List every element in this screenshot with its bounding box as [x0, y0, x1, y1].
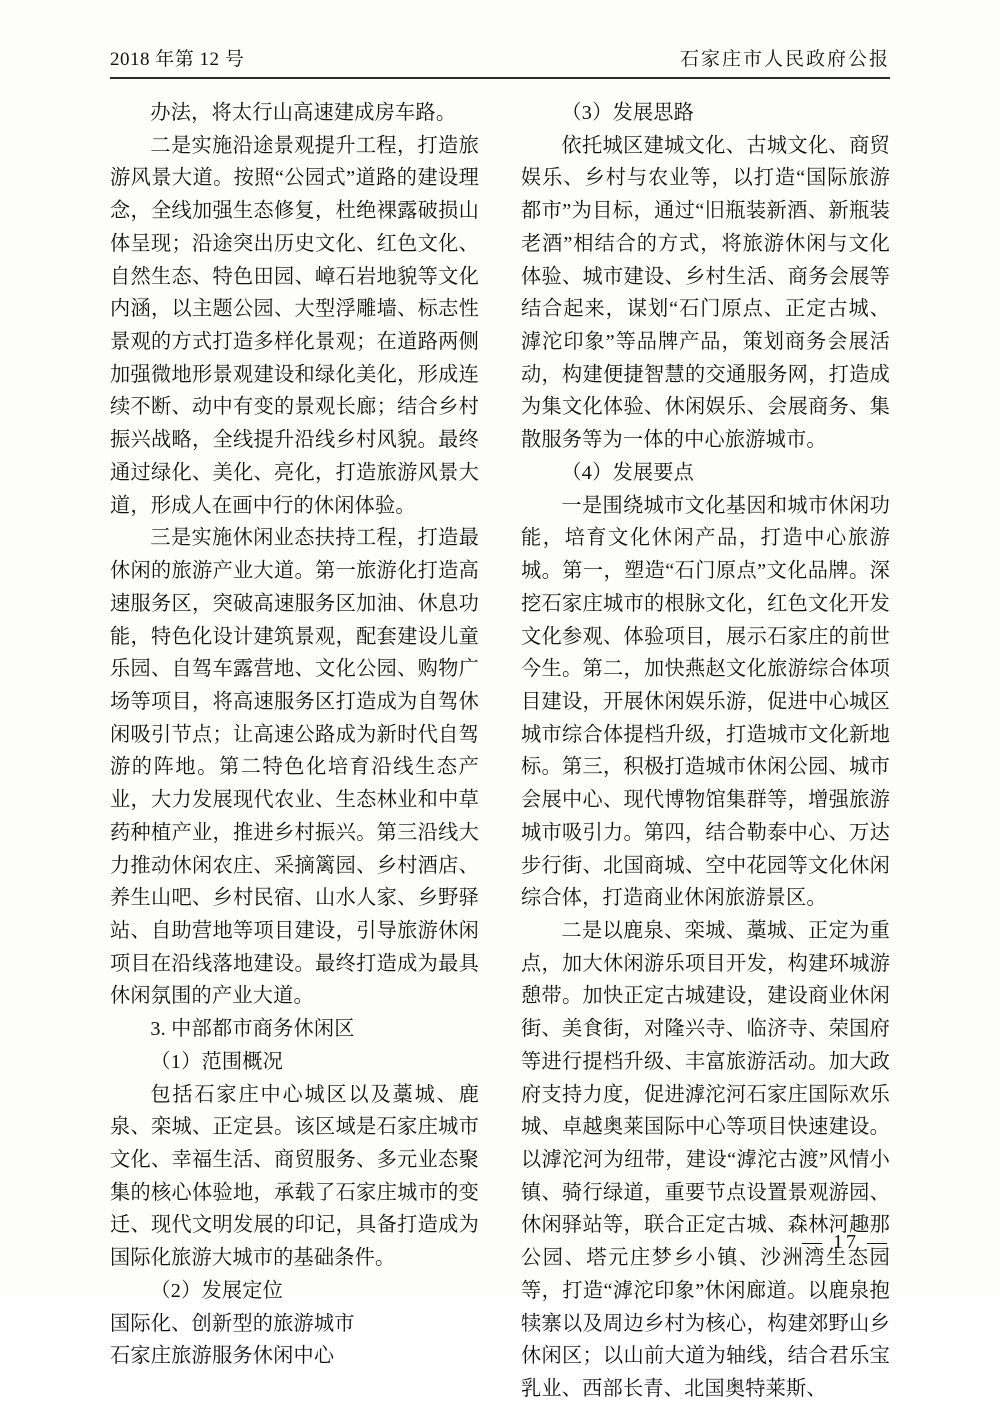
- paragraph: 办法，将太行山高速建成房车路。: [150, 102, 457, 124]
- page-header: [110, 44, 890, 79]
- paragraph: 一是围绕城市文化基因和城市休闲功能，培育文化休闲产品，打造中心旅游城。第一，塑造“石门原点”文化品牌。深挖石家庄城市的根脉文化，红色文化开发文化参观、体验项目，展示石家庄的前世今生。第二，加快燕赵文化旅游综合体项目建设，开展休闲娱乐游，促进中心城区城市综合体提档升级，打造城市文化新地标。第三，积极打造城市休闲公园、城市会展中心、现代博物馆集群等，增强旅游城市吸引力。第四，结合勒泰中心、万达步行街、北国商城、空中花园等文化休闲综合体，打造商业休闲旅游景区。: [521, 494, 890, 910]
- paragraph: 依托城区建城文化、古城文化、商贸娱乐、乡村与农业等，以打造“国际旅游都市”为目标，通过“旧瓶装新酒、新瓶装老酒”相结合的方式，将旅游休闲与文化体验、城市建设、乡村生活、商务会展等结合起来，谋划“石门原点、正定古城、滹沱印象”等品牌产品，策划商务会展活动，构建便捷智慧的交通服务网，打造成为集文化体验、休闲娱乐、会展商务、集散服务等为一体的中心旅游城市。: [521, 134, 890, 452]
- section-heading: 3. 中部都市商务休闲区: [150, 1018, 355, 1041]
- header-issue-label: 2018 年第 12 号: [110, 49, 245, 70]
- subsection-heading: （4）发展要点: [561, 461, 695, 484]
- paragraph: 二是实施沿途景观提升工程，打造旅游风景大道。按照“公园式”道路的建设理念，全线加强生态修复，杜绝裸露破损山体呈现；沿途突出历史文化、红色文化、自然生态、特色田园、嶂石岩地貌等文化内涵，以主题公园、大型浮雕墙、标志性景观的方式打造多样化景观；在道路两侧加强微地形景观建设和绿化美化，形成连续不断、动中有变的景观长廊；结合乡村振兴战略，全线提升沿线乡村风貌。最终通过绿化、美化、亮化，打造旅游风景大道，形成人在画中行的休闲体验。: [110, 134, 479, 517]
- two-column-body: [110, 97, 890, 1406]
- paragraph: 石家庄旅游服务休闲中心: [110, 1345, 335, 1368]
- right-column: [521, 97, 890, 1406]
- paragraph: 包括石家庄中心城区以及藁城、鹿泉、栾城、正定县。该区域是石家庄城市文化、幸福生活、商贸服务、多元业态聚集的核心体验地，承载了石家庄城市的变迁、现代文明发展的印记，具备打造成为国际化旅游大城市的基础条件。: [110, 1083, 479, 1270]
- paragraph: 国际化、创新型的旅游城市: [110, 1312, 355, 1335]
- subsection-heading: （2）发展定位: [150, 1279, 284, 1302]
- left-column: [110, 97, 479, 1406]
- subsection-heading: （3）发展思路: [561, 102, 695, 124]
- paragraph: 三是实施休闲业态扶持工程，打造最休闲的旅游产业大道。第一旅游化打造高速服务区，突破高速服务区加油、休息功能，特色化设计建筑景观，配套建设儿童乐园、自驾车露营地、文化公园、购物广场等项目，将高速服务区打造成为自驾休闲吸引节点；让高速公路成为新时代自驾游的阵地。第二特色化培育沿线生态产业，大力发展现代农业、生态林业和中草药种植产业，推进乡村振兴。第三沿线大力推动休闲农庄、采摘篱园、乡村酒店、养生山吧、乡村民宿、山水人家、乡野驿站、自助营地等项目建设，引导旅游休闲项目在沿线落地建设。最终打造成为最具休闲氛围的产业大道。: [110, 527, 479, 1008]
- page-number: — 17 —: [802, 1231, 890, 1253]
- paragraph: 二是以鹿泉、栾城、藁城、正定为重点，加大休闲游乐项目开发，构建环城游憩带。加快正定古城建设，建设商业休闲街、美食街，对隆兴寺、临济寺、荣国府等进行提档升级、丰富旅游活动。加大政府支持力度，促进滹沱河石家庄国际欢乐城、卓越奥莱国际中心等项目快速建设。以滹沱河为纽带，建设“滹沱古渡”风情小镇、骑行绿道，重要节点设置景观游园、休闲驿站等，联合正定古城、森林河趣那公园、塔元庄梦乡小镇、沙洲湾生态园等，打造“滹沱印象”休闲廊道。以鹿泉抱犊寨以及周边乡村为核心，构建郊野山乡休闲区；以山前大道为轴线，结合君乐宝乳业、西部长青、北国奥特莱斯、: [521, 919, 890, 1401]
- subsection-heading: （1）范围概况: [150, 1050, 284, 1073]
- header-publication-title: 石家庄市人民政府公报: [679, 49, 890, 70]
